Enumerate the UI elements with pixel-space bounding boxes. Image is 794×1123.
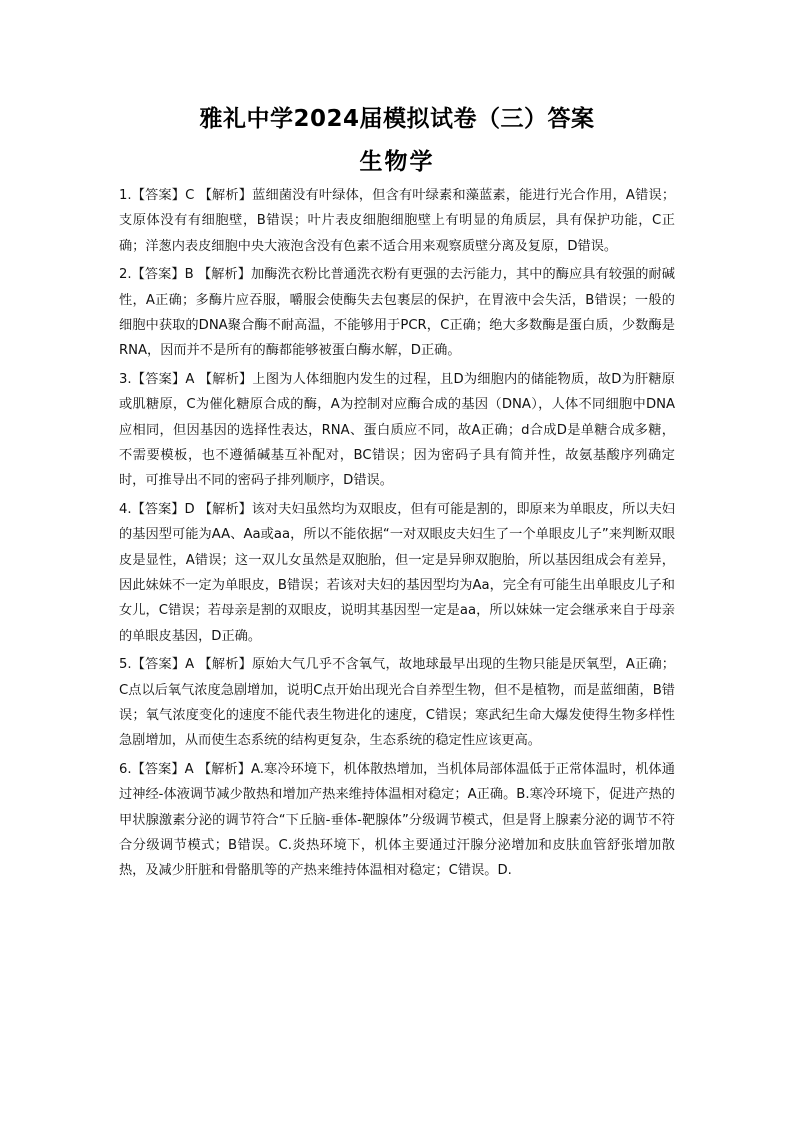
answer-item-1: 1.【答案】C 【解析】蓝细菌没有叶绿体，但含有叶绿素和藻蓝素，能进行光合作用，A错误；支原体没有有细胞壁，B错误；叶片表皮细胞细胞壁上有明显的角质层，具有保护功能，C正确；洋葱内表皮细胞中央大液泡含没有色素不适合用来观察质壁分离及复原，D错误。 (119, 188, 675, 254)
answer-item-6: 6.【答案】A 【解析】A.寒冷环境下，机体散热增加，当机体局部体温低于正常体温时，机体通过神经-体液调节减少散热和增加产热来维持体温相对稳定；A正确。B.寒冷环境下，促进产热的甲状腺激素分泌的调节符合“下丘脑-垂体-靶腺体”分级调节模式，但是肾上腺素分泌的调节不符合分级调节模式；B错误。C.炎热环境下，机体主要通过汗腺分泌增加和皮肤血管舒张增加散热，及减少肝脏和骨骼肌等的产热来维持体温相对稳定；C错误。D. (119, 762, 675, 879)
answer-item-5: 5.【答案】A 【解析】原始大气几乎不含氧气，故地球最早出现的生物只能是厌氧型，A正确；C点以后氧气浓度急剧增加，说明C点开始出现光合自养型生物，但不是植物，而是蓝细菌，B错误；氧气浓度变化的速度不能代表生物进化的速度，C错误；寒武纪生命大爆发使得生物多样性急剧增加，从而使生态系统的结构更复杂，生态系统的稳定性应该更高。 (119, 657, 675, 749)
document-subtitle: 生物学 (359, 149, 435, 175)
document-title: 雅礼中学2024届模拟试卷（三）答案 (199, 106, 595, 132)
answer-list (119, 183, 675, 887)
answer-item-4: 4.【答案】D 【解析】该对夫妇虽然均为双眼皮，但有可能是割的，即原来为单眼皮，所以夫妇的基因型可能为AA、Aa或aa，所以不能依据“一对双眼皮夫妇生了一个单眼皮儿子”来判断双眼皮是显性，A错误；这一双儿女虽然是双胞胎，但一定是异卵双胞胎，所以基因组成会有差异，因此妹妹不一定为单眼皮，B错误；若该对夫妇的基因型均为Aa，完全有可能生出单眼皮儿子和女儿，C错误；若母亲是割的双眼皮，说明其基因型一定是aa，所以妹妹一定会继承来自于母亲的单眼皮基因，D正确。 (119, 502, 675, 644)
answer-item-3: 3.【答案】A 【解析】上图为人体细胞内发生的过程，且D为细胞内的储能物质，故D为肝糖原或肌糖原，C为催化糖原合成的酶，A为控制对应酶合成的基因（DNA），人体不同细胞中DNA应相同，但因基因的选择性表达，RNA、蛋白质应不同，故A正确；d合成D是单糖合成多糖，不需要模板，也不遵循碱基互补配对，BC错误；因为密码子具有简并性，故氨基酸序列确定时，可推导出不同的密码子排列顺序，D错误。 (119, 372, 675, 489)
answer-item-2: 2.【答案】B 【解析】加酶洗衣粉比普通洗衣粉有更强的去污能力，其中的酶应具有较强的耐碱性，A正确；多酶片应吞服，嚼服会使酶失去包裹层的保护，在胃液中会失活，B错误；一般的细胞中获取的DNA聚合酶不耐高温，不能够用于PCR，C正确；绝大多数酶是蛋白质，少数酶是RNA，因而并不是所有的酶都能够被蛋白酶水解，D正确。 (119, 267, 675, 359)
